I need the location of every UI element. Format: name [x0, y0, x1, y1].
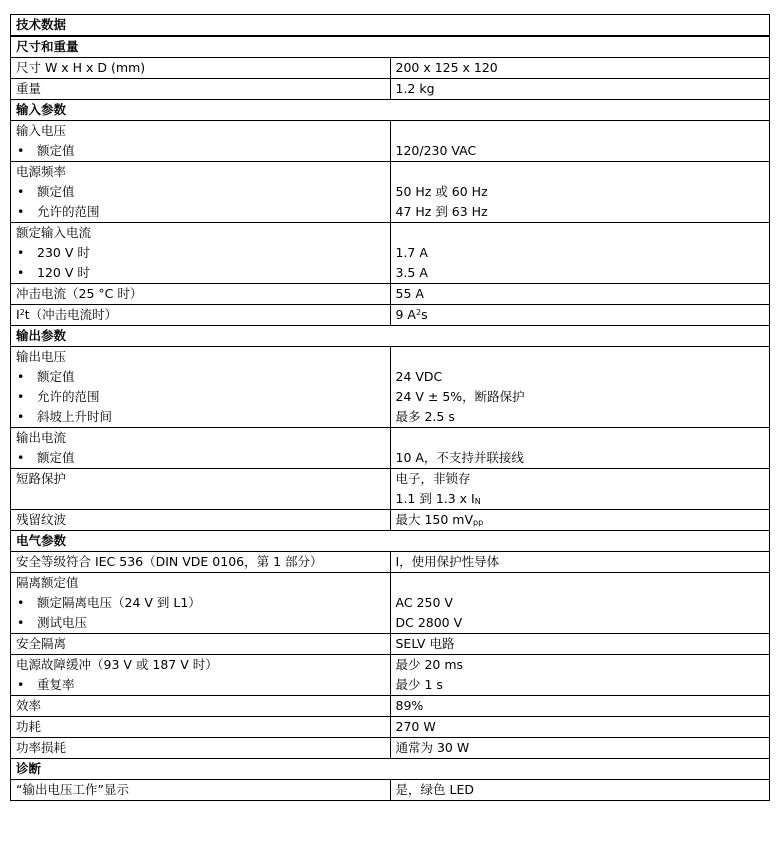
value-cell: [390, 223, 770, 284]
parameter-cell: [11, 696, 391, 717]
parameter-cell: [11, 121, 391, 162]
table-row: [11, 696, 770, 717]
value-line: 电子，非锁存: [395, 471, 471, 486]
parameter-label: 安全隔离: [16, 636, 67, 651]
parameter-label: $I^2t$（冲击电流时）: [16, 307, 118, 322]
value-line: DC 2800 V: [395, 615, 463, 630]
parameter-sub-item: • 额定值: [16, 182, 385, 202]
parameter-label: 安全等级符合 IEC 536（DIN VDE 0106，第 1 部分）: [16, 554, 323, 569]
table-row: [11, 79, 770, 100]
value-line: AC 250 V: [395, 595, 453, 610]
parameter-label: 额定输入电流: [16, 225, 92, 240]
parameter-label: 尺寸 W x H x D (mm): [16, 60, 146, 75]
value-line: 最大 150 $mV_{pp}$: [395, 512, 484, 527]
value-line: 9 $A^2s$: [395, 307, 428, 322]
value-line: 是，绿色 LED: [395, 782, 474, 797]
parameter-label: 输入电压: [16, 123, 67, 138]
value-cell: [390, 428, 770, 469]
parameter-label: 重量: [16, 81, 42, 96]
parameter-sub-item: • 额定值: [16, 448, 385, 468]
parameter-sub-item: • 230 V 时: [16, 243, 385, 263]
parameter-sub-item: • 斜坡上升时间: [16, 407, 385, 427]
value-cell: [390, 162, 770, 223]
section-heading: 输出参数: [11, 326, 770, 347]
value-cell: [390, 655, 770, 696]
section-heading-row: [11, 36, 770, 58]
parameter-cell: [11, 655, 391, 696]
table-row: [11, 573, 770, 634]
value-line: 10 A，不支持并联接线: [395, 450, 524, 465]
table-row: [11, 121, 770, 162]
parameter-cell: [11, 634, 391, 655]
section-heading-row: [11, 100, 770, 121]
value-line: [396, 223, 765, 243]
parameter-sub-item: • 额定值: [16, 141, 385, 161]
parameter-label: 冲击电流（25 °C 时）: [16, 286, 143, 301]
table-row: [11, 634, 770, 655]
value-line: 270 W: [395, 719, 436, 734]
table-row: [11, 780, 770, 801]
value-cell: [390, 284, 770, 305]
value-line: [396, 573, 765, 593]
table-title: 技术数据: [11, 15, 770, 37]
table-row: [11, 162, 770, 223]
parameter-label: 隔离额定值: [16, 575, 79, 590]
technical-data-table: [10, 14, 770, 801]
parameter-cell: [11, 79, 391, 100]
parameter-label: 效率: [16, 698, 42, 713]
parameter-cell: [11, 510, 391, 531]
table-row: [11, 738, 770, 759]
value-line: 47 Hz 到 63 Hz: [395, 204, 488, 219]
parameter-label: 电源故障缓冲（93 V 或 187 V 时）: [16, 657, 218, 672]
parameter-sub-item: • 测试电压: [16, 613, 385, 633]
parameter-sub-item: • 重复率: [16, 675, 385, 695]
table-title-row: [11, 15, 770, 37]
parameter-label: 短路保护: [16, 471, 67, 486]
table-row: [11, 347, 770, 428]
value-line: 55 A: [395, 286, 424, 301]
table-row: [11, 223, 770, 284]
table-row: [11, 305, 770, 326]
value-cell: [390, 347, 770, 428]
value-cell: [390, 58, 770, 79]
value-line: 最多 2.5 s: [395, 409, 455, 424]
parameter-label: 输出电流: [16, 430, 67, 445]
parameter-label: 电源频率: [16, 164, 67, 179]
value-cell: [390, 696, 770, 717]
value-line: 1.7 A: [395, 245, 428, 260]
parameter-cell: [11, 162, 391, 223]
parameter-label: “输出电压工作”显示: [16, 782, 129, 797]
value-line: 通常为 30 W: [395, 740, 470, 755]
parameter-sub-item: • 允许的范围: [16, 202, 385, 222]
value-line: 24 V ± 5%，断路保护: [395, 389, 525, 404]
table-row: [11, 510, 770, 531]
value-cell: [390, 552, 770, 573]
parameter-cell: [11, 552, 391, 573]
value-cell: [390, 510, 770, 531]
value-line: 1.1 到 1.3 x $I_N$: [395, 491, 481, 506]
value-cell: [390, 738, 770, 759]
table-row: [11, 58, 770, 79]
value-line: 24 VDC: [395, 369, 443, 384]
table-row: [11, 428, 770, 469]
parameter-cell: [11, 284, 391, 305]
parameter-cell: [11, 347, 391, 428]
section-heading: 诊断: [11, 759, 770, 780]
technical-data-body: [11, 15, 770, 801]
value-line: I，使用保护性导体: [395, 554, 500, 569]
parameter-cell: [11, 305, 391, 326]
parameter-label: 输出电压: [16, 349, 67, 364]
parameter-sub-item: • 120 V 时: [16, 263, 385, 283]
section-heading: 电气参数: [11, 531, 770, 552]
parameter-cell: [11, 58, 391, 79]
value-cell: [390, 780, 770, 801]
value-line: 50 Hz 或 60 Hz: [395, 184, 488, 199]
value-cell: [390, 634, 770, 655]
value-line: [396, 162, 765, 182]
value-line: 120/230 VAC: [395, 143, 477, 158]
value-cell: [390, 573, 770, 634]
table-row: [11, 552, 770, 573]
value-cell: [390, 717, 770, 738]
value-line: [396, 121, 765, 141]
section-heading-row: [11, 759, 770, 780]
parameter-cell: [11, 428, 391, 469]
parameter-label: 残留纹波: [16, 512, 67, 527]
table-row: [11, 469, 770, 510]
value-line: 最少 20 ms: [395, 657, 464, 672]
section-heading-row: [11, 531, 770, 552]
table-row: [11, 284, 770, 305]
parameter-sub-item: • 额定隔离电压（24 V 到 L1）: [16, 593, 385, 613]
value-cell: [390, 79, 770, 100]
parameter-label: 功耗: [16, 719, 42, 734]
parameter-cell: [11, 738, 391, 759]
value-line: [396, 347, 765, 367]
section-heading: 输入参数: [11, 100, 770, 121]
value-line: 1.2 kg: [395, 81, 435, 96]
parameter-cell: [11, 717, 391, 738]
table-row: [11, 655, 770, 696]
parameter-label: 功率损耗: [16, 740, 67, 755]
value-line: [396, 428, 765, 448]
section-heading-row: [11, 326, 770, 347]
value-line: 3.5 A: [395, 265, 428, 280]
value-cell: [390, 305, 770, 326]
value-line: 200 x 125 x 120: [395, 60, 498, 75]
value-line: SELV 电路: [395, 636, 455, 651]
table-row: [11, 717, 770, 738]
parameter-cell: [11, 223, 391, 284]
value-line: 89%: [395, 698, 424, 713]
parameter-cell: [11, 573, 391, 634]
parameter-sub-item: • 允许的范围: [16, 387, 385, 407]
parameter-cell: [11, 780, 391, 801]
parameter-sub-item: • 额定值: [16, 367, 385, 387]
value-cell: [390, 469, 770, 510]
value-line: 最少 1 s: [395, 677, 443, 692]
section-heading: 尺寸和重量: [11, 36, 770, 58]
parameter-cell: [11, 469, 391, 510]
value-cell: [390, 121, 770, 162]
